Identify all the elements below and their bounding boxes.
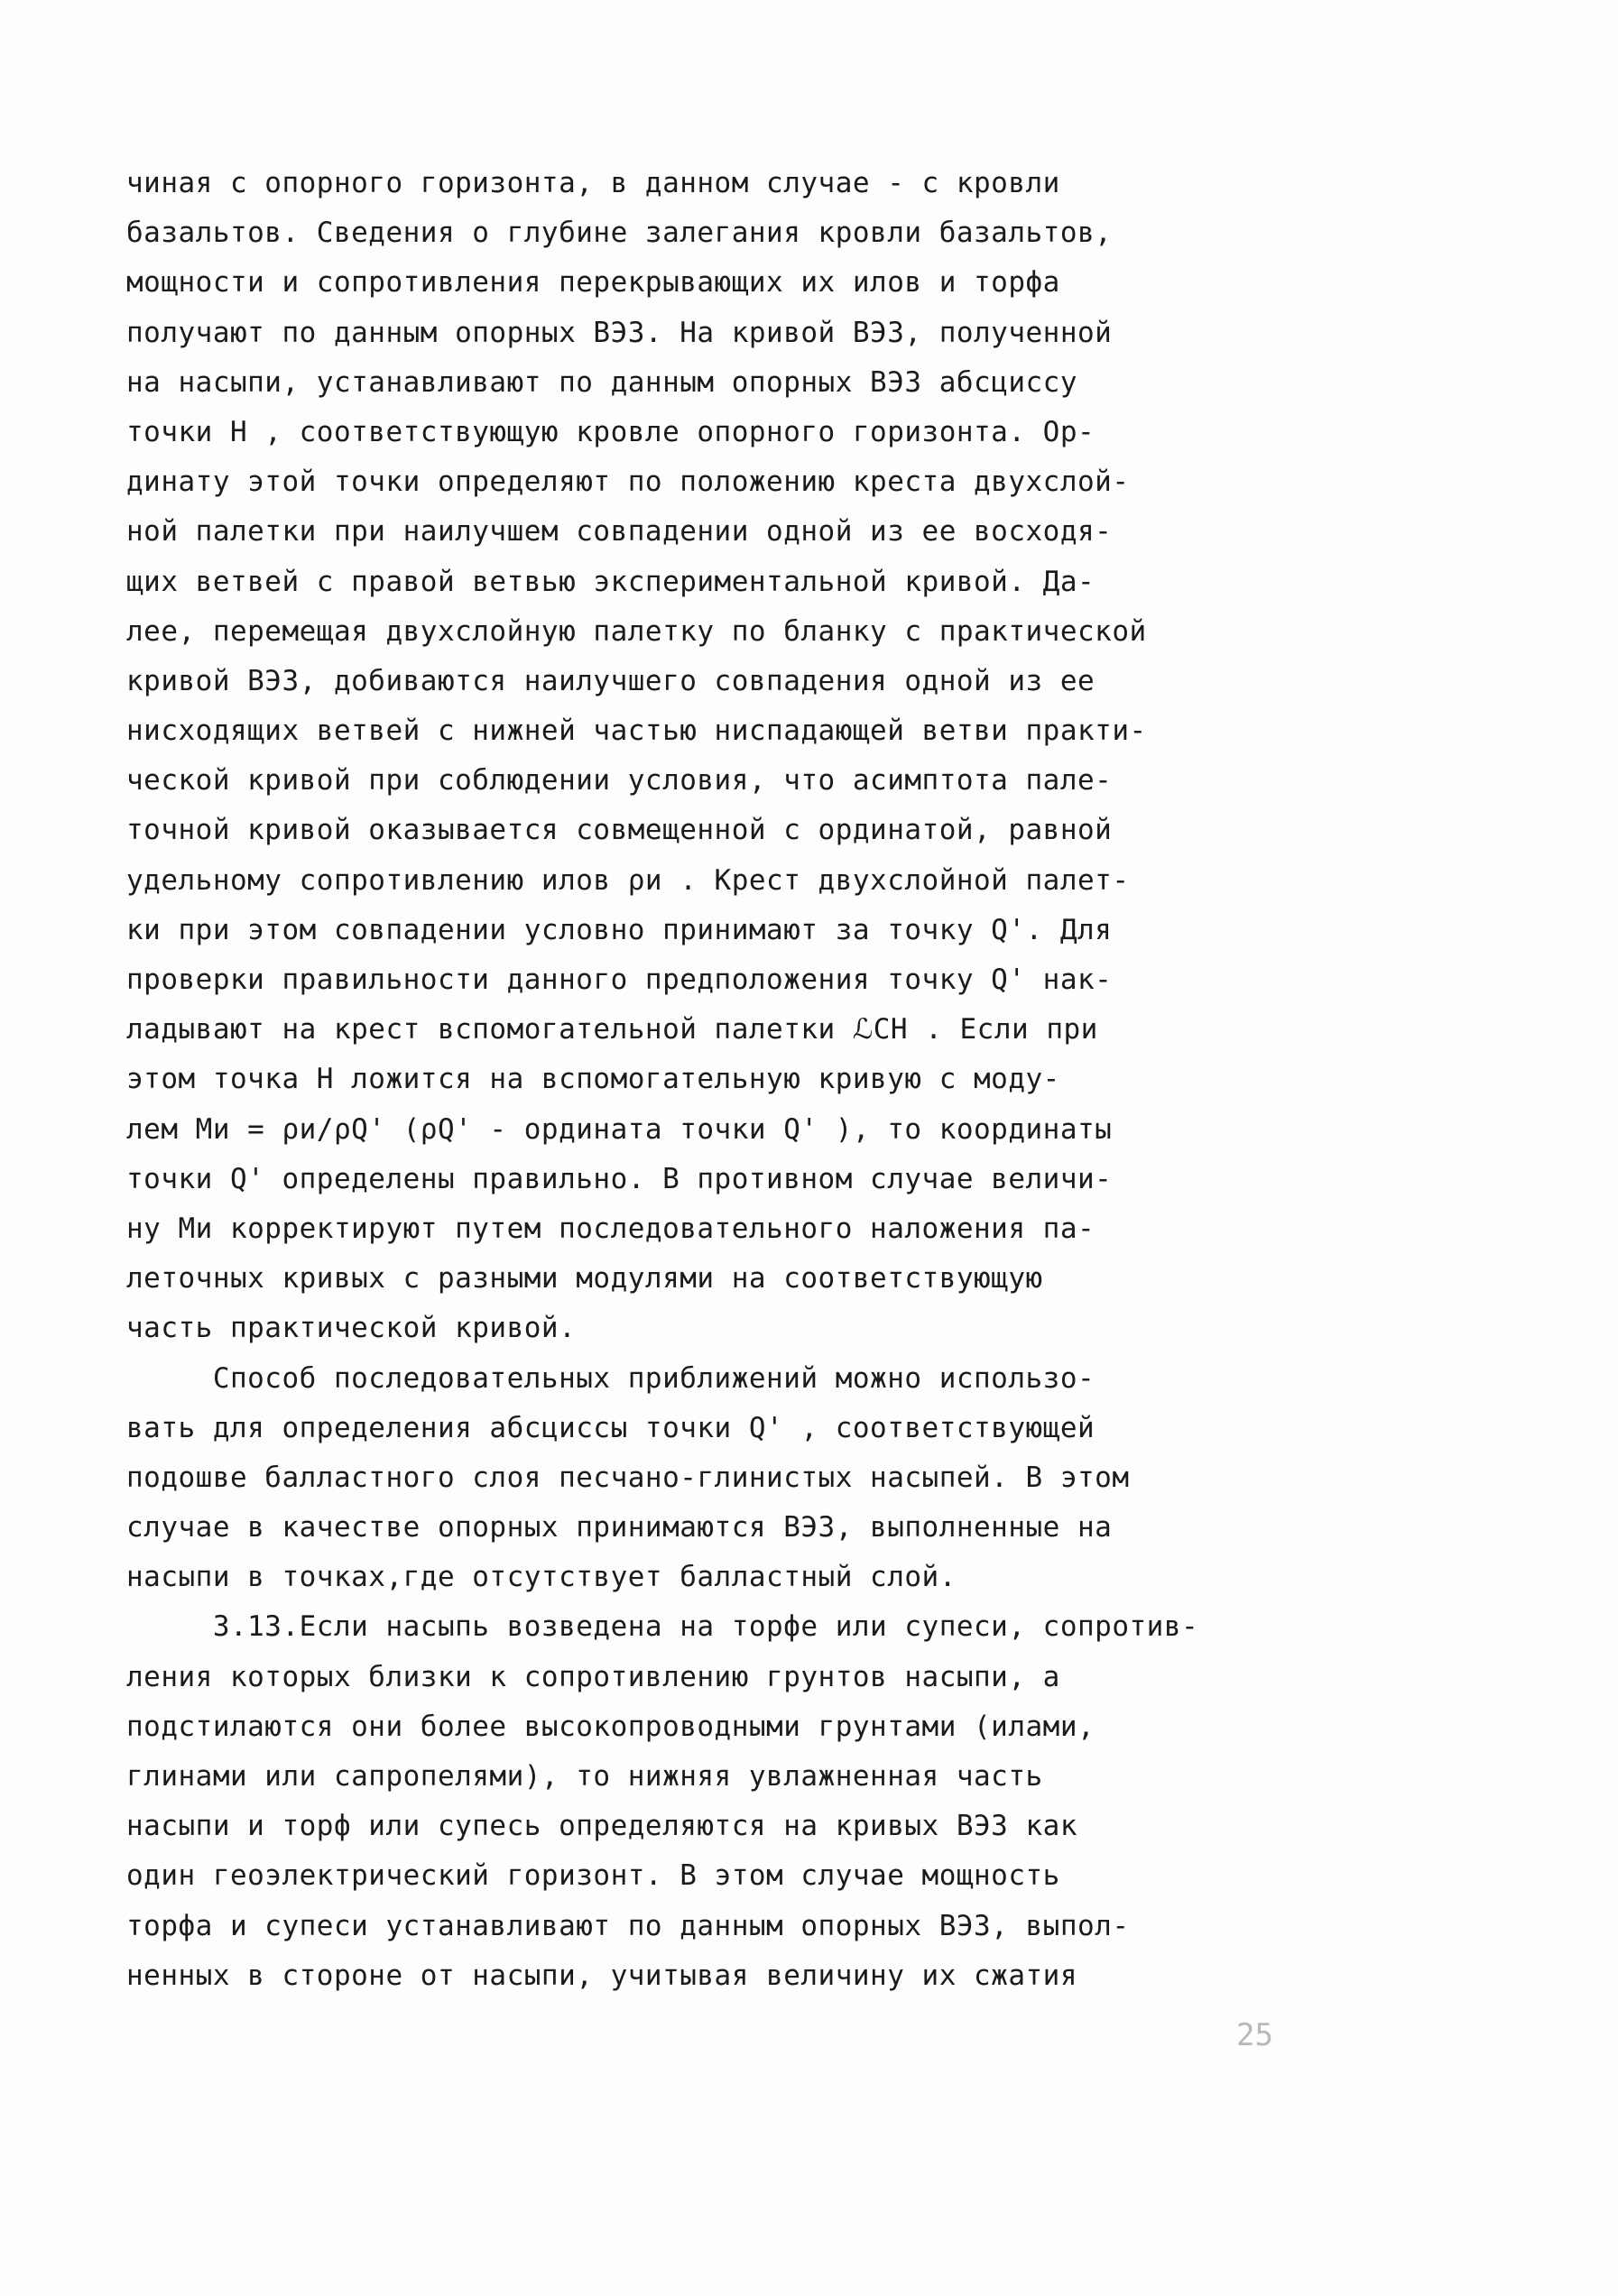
text-line: чиная с опорного горизонта, в данном случае - с кровли <box>126 167 1060 199</box>
text-line: подошве балластного слоя песчано-глинистых насыпей. В этом <box>126 1461 1130 1494</box>
text-line: динату этой точки определяют по положению креста двухслой- <box>126 466 1130 499</box>
text-line: мощности и сопротивления перекрывающих их илов и торфа <box>126 266 1060 300</box>
text-line: леточных кривых с разными модулями на соответствующую <box>126 1262 1043 1296</box>
text-line: ческой кривой при соблюдении условия, что асимптота пале- <box>126 764 1113 798</box>
text-line: точной кривой оказывается совмещенной с ординатой, равной <box>126 814 1113 847</box>
text-line: один геоэлектрический горизонт. В этом случае мощность <box>126 1859 1060 1893</box>
text-line: точки H , соответствующую кровле опорного горизонта. Ор- <box>126 415 1096 448</box>
text-line: ной палетки при наилучшем совпадении одной из ее восходя- <box>126 515 1113 549</box>
text-line: ления которых близки к сопротивлению грунтов насыпи, а <box>126 1660 1060 1693</box>
text-line: на насыпи, устанавливают по данным опорных ВЭЗ абсциссу <box>126 365 1077 399</box>
text-line: ки при этом совпадении условно принимают за точку Q'. Для <box>126 913 1113 946</box>
text-line: кривой ВЭЗ, добиваются наилучшего совпадения одной из ее <box>126 664 1096 697</box>
text-line: нисходящих ветвей с нижней частью ниспадающей ветви практи- <box>126 715 1147 748</box>
page-number: 25 <box>1236 2017 1273 2053</box>
text-line: лее, перемещая двухслойную палетку по бланку с практической <box>126 614 1147 648</box>
text-line: часть практической кривой. <box>126 1312 577 1345</box>
text-line: глинами или сапропелями), то нижняя увлажненная часть <box>126 1760 1043 1793</box>
text-line: насыпи в точках,где отсутствует балластный слой. <box>126 1561 957 1594</box>
text-line: Способ последовательных приближений можно использо- <box>126 1361 1096 1395</box>
text-line: этом точка H ложится на вспомогательную кривую с моду- <box>126 1063 1060 1096</box>
text-line: ладывают на крест вспомогательной палетки ℒCH . Если при <box>126 1013 1098 1047</box>
text-line: получают по данным опорных ВЭЗ. На кривой ВЭЗ, полученной <box>126 316 1113 349</box>
text-line: проверки правильности данного предположения точку Q' нак- <box>126 964 1113 996</box>
text-line: удельному сопротивлению илов ρи . Крест двухслойной палет- <box>126 863 1130 897</box>
text-line: насыпи и торф или супесь определяются на кривых ВЭЗ как <box>126 1810 1077 1843</box>
text-line: ну Mи корректируют путем последовательного наложения па- <box>126 1212 1096 1245</box>
text-line: подстилаются они более высокопроводными грунтами (илами, <box>126 1710 1096 1743</box>
text-line: вать для определения абсциссы точки Q' , соответствующей <box>126 1411 1096 1444</box>
text-line: ненных в стороне от насыпи, учитывая величину их сжатия <box>126 1959 1077 1992</box>
text-line: случае в качестве опорных принимаются ВЭЗ, выполненные на <box>126 1511 1113 1544</box>
body-text <box>126 159 1336 2001</box>
text-line: лем Mи = ρи/ρQ' (ρQ' - ордината точки Q' ), то координаты <box>126 1112 1113 1146</box>
text-line: точки Q' определены правильно. В противном случае величи- <box>126 1162 1113 1195</box>
text-line: базальтов. Сведения о глубине залегания кровли базальтов, <box>126 217 1113 250</box>
text-line: 3.13.Если насыпь возведена на торфе или супеси, сопротив- <box>126 1610 1199 1644</box>
text-line: торфа и супеси устанавливают по данным опорных ВЭЗ, выпол- <box>126 1909 1130 1942</box>
text-line: щих ветвей с правой ветвью экспериментальной кривой. Да- <box>126 565 1096 598</box>
